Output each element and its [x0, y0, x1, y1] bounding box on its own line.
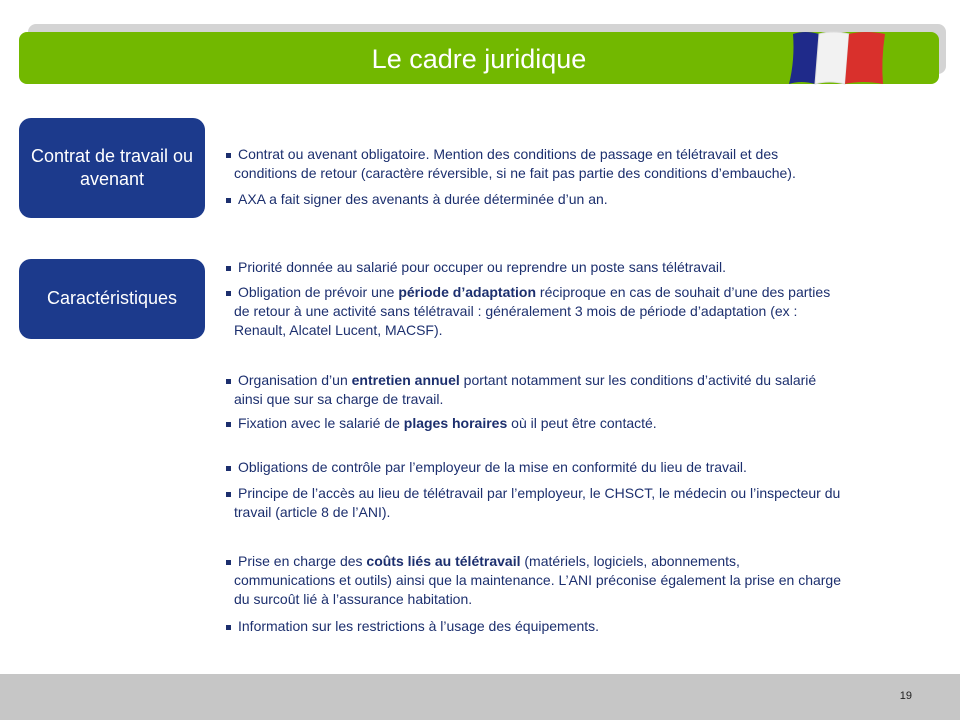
bullet-item: AXA a fait signer des avenants à durée déterminée d’un an. — [226, 190, 936, 209]
bullet-item: Contrat ou avenant obligatoire. Mention des conditions de passage en télétravail et des conditions de retour (caractère réversible, si ne fait pas partie des conditions d’embauche). — [226, 145, 936, 183]
footer-bar — [0, 674, 960, 720]
bullet-item: Principe de l’accès au lieu de télétravail par l’employeur, le CHSCT, le médecin ou l’inspecteur du travail (article 8 de l’ANI). — [226, 484, 936, 522]
bullet-item: Information sur les restrictions à l’usage des équipements. — [226, 617, 936, 636]
french-flag-icon — [785, 30, 890, 86]
bullet-item: Organisation d’un entretien annuel portant notamment sur les conditions d’activité du salarié ainsi que sur sa charge de travail. — [226, 371, 936, 409]
bullet-item: Obligations de contrôle par l’employeur de la mise en conformité du lieu de travail. — [226, 458, 936, 477]
page-number: 19 — [899, 690, 912, 702]
box-caracteristiques: Caractéristiques — [19, 259, 205, 339]
bullet-item: Prise en charge des coûts liés au télétravail (matériels, logiciels, abonnements, communications et outils) ainsi que la maintenance. L’ANI préconise également la prise en charge du surcoût lié à l’assurance habitation. — [226, 552, 936, 609]
box-contrat: Contrat de travail ou avenant — [19, 118, 205, 218]
slide-title: Le cadre juridique — [371, 44, 587, 74]
bullet-item: Obligation de prévoir une période d’adaptation réciproque en cas de souhait d’une des parties de retour à une activité sans télétravail : généralement 3 mois de période d’adaptation (ex : Renault, Alcatel Lucent, MACSF). — [226, 283, 936, 340]
bullet-item: Fixation avec le salarié de plages horaires où il peut être contacté. — [226, 414, 936, 433]
bullet-item: Priorité donnée au salarié pour occuper ou reprendre un poste sans télétravail. — [226, 258, 936, 277]
